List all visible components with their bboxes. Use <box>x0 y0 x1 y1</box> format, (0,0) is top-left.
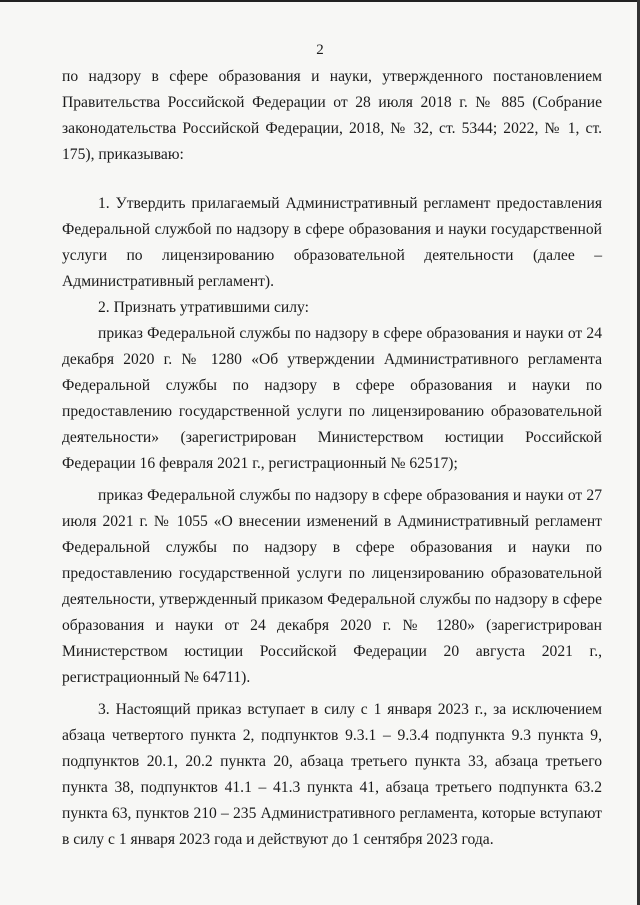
scan-edge-top <box>0 0 640 2</box>
page-number: 2 <box>316 42 324 58</box>
document-body <box>62 64 602 853</box>
paragraph-continuation: по надзору в сфере образования и науки, утвержденного постановлением Правительства Российской Федерации от 28 июля 2018 г. № 885 (Собрание законодательства Российской Федерации, 2018, № 32, ст. 5344; 2022, № 1, ст. 175), приказываю: <box>62 68 602 163</box>
paragraph-repealed-order-1: приказ Федеральной службы по надзору в сфере образования и науки от 24 декабря 2020 г. № 1280 «Об утверждении Административного регламента Федеральной службы по надзору в сфере образования и науки по предоставлению государственной услуги по лицензированию образовательной деятельности» (зарегистрирован Министерством юстиции Российской Федерации 16 февраля 2021 г., регистрационный № 62517); <box>62 325 602 472</box>
paragraph-item-3: 3. Настоящий приказ вступает в силу с 1 января 2023 г., за исключением абзаца четвертого пункта 2, подпунктов 9.3.1 – 9.3.4 подпункта 9.3 пункта 9, подпунктов 20.1, 20.2 пункта 20, абзаца третьего пункта 33, абзаца третьего пункта 38, подпунктов 41.1 – 41.3 пункта 41, абзаца третьего подпункта 63.2 пункта 63, пунктов 210 – 235 Административного регламента, которые вступают в силу с 1 января 2023 года и действуют до 1 сентября 2023 года. <box>62 701 602 848</box>
paragraph-item-2: 2. Признать утратившими силу: <box>98 299 309 316</box>
paragraph-repealed-order-2: приказ Федеральной службы по надзору в сфере образования и науки от 27 июля 2021 г. № 1055 «О внесении изменений в Административный регламент Федеральной службы по надзору в сфере образования и науки по предоставлению государственной услуги по лицензированию образовательной деятельности, утвержденный приказом Федеральной службы по надзору в сфере образования и науки от 24 декабря 2020 г. № 1280» (зарегистрирован Министерством юстиции Российской Федерации 20 августа 2021 г., регистрационный № 64711). <box>62 487 602 686</box>
paragraph-item-1: 1. Утвердить прилагаемый Административный регламент предоставления Федеральной службой по надзору в сфере образования и науки государственной услуги по лицензированию образовательной деятельности (далее – Административный регламент). <box>62 195 602 290</box>
